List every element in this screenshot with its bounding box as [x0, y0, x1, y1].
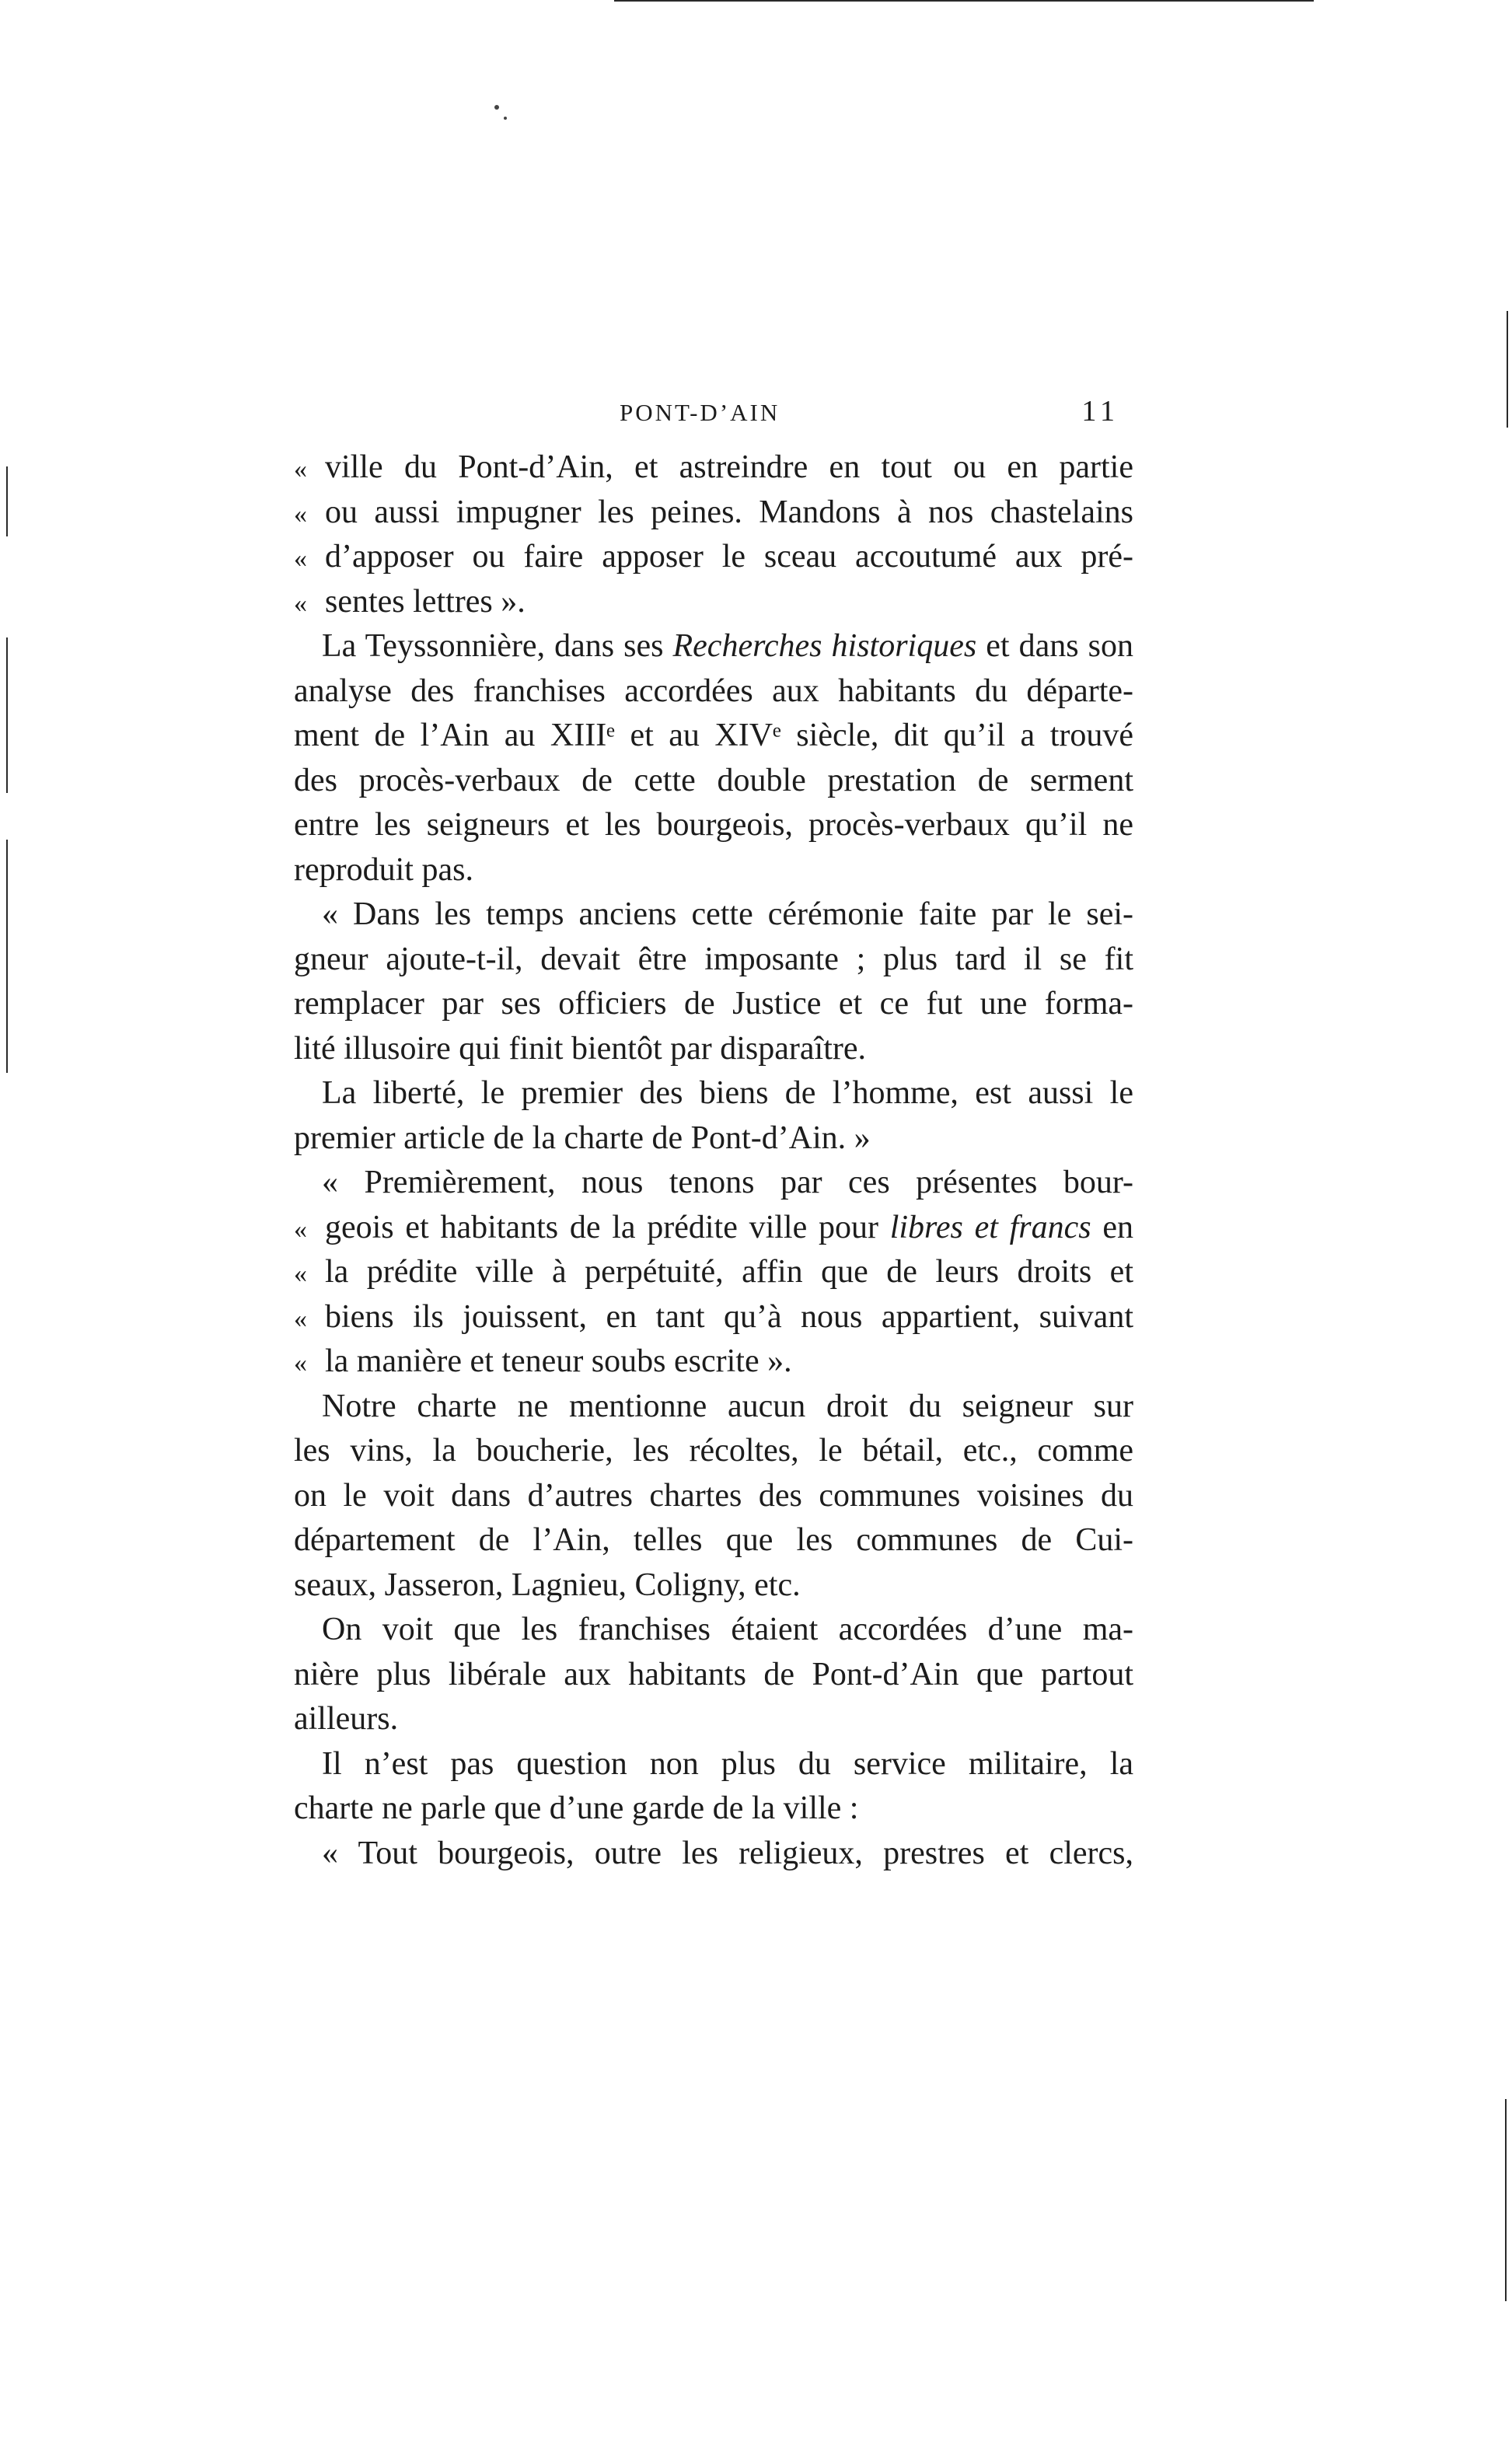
italic-phrase: libres et francs: [889, 1209, 1091, 1245]
quote-mark: «: [294, 589, 307, 618]
scan-border-right-lower: [1505, 2099, 1507, 2301]
text-line: remplacer par ses officiers de Justice et ce fut une forma-: [294, 986, 1133, 1022]
text-line: reproduit pas.: [294, 851, 473, 888]
text-line: ailleurs.: [294, 1701, 399, 1737]
text-line: « geois et habitants de la prédite ville pour libres et francs en: [294, 1206, 1133, 1251]
text-line: analyse des franchises accordées aux habitants du départe-: [294, 672, 1133, 709]
text-line: lité illusoire qui finit bientôt par disparaître.: [294, 1030, 866, 1067]
scan-border-left-mid: [6, 637, 8, 793]
paragraph-start: Notre charte ne mentionne aucun droit du seigneur sur: [322, 1388, 1133, 1424]
paragraph-start: On voit que les franchises étaient accordées d’une ma-: [322, 1612, 1133, 1647]
paragraph-start: « Dans les temps anciens cette cérémonie faite par le sei-: [322, 896, 1133, 932]
page-body: [294, 445, 1133, 1876]
text-line: « sentes lettres ».: [294, 580, 1133, 625]
ink-speck: [494, 105, 499, 110]
scan-border-left-mid2: [6, 840, 8, 1073]
quote-mark: «: [294, 1259, 307, 1288]
text-line: seaux, Jasseron, Lagnieu, Coligny, etc.: [294, 1567, 801, 1603]
text-line: gneur ajoute-t-il, devait être imposante ; plus tard il se fit: [294, 941, 1133, 977]
quote-mark: «: [294, 1304, 307, 1333]
page-number: 11: [1081, 395, 1119, 428]
text-line: « d’apposer ou faire apposer le sceau accoutumé aux pré-: [294, 535, 1133, 580]
quote-mark: «: [294, 1349, 307, 1378]
quote-mark: «: [294, 499, 307, 529]
quote-mark: «: [294, 544, 307, 573]
running-header: [289, 393, 1129, 431]
paragraph-start: La liberté, le premier des biens de l’homme, est aussi le: [322, 1075, 1133, 1111]
text-line: premier article de la charte de Pont-d’Ain. »: [294, 1119, 871, 1156]
scan-border-top: [614, 0, 1314, 2]
text-line: « ou aussi impugner les peines. Mandons à nos chastelains: [294, 491, 1133, 536]
text-line: « ville du Pont-d’Ain, et astreindre en tout ou en partie: [294, 445, 1133, 491]
text-line: charte ne parle que d’une garde de la ville :: [294, 1790, 859, 1826]
text-line: on le voit dans d’autres chartes des communes voisines du: [294, 1477, 1133, 1514]
quote-mark: «: [294, 455, 307, 484]
text-line: « la prédite ville à perpétuité, affin que de leurs droits et: [294, 1250, 1133, 1295]
text-line: les vins, la boucherie, les récoltes, le bétail, etc., comme: [294, 1433, 1133, 1469]
text-line: nière plus libérale aux habitants de Pont-d’Ain que partout: [294, 1656, 1133, 1692]
italic-title: Recherches historiques: [672, 628, 977, 664]
paragraph-start: La Teyssonnière, dans ses Recherches historiques et dans son: [322, 628, 1133, 664]
paragraph-start: Il n’est pas question non plus du service militaire, la: [322, 1745, 1133, 1782]
text-line: département de l’Ain, telles que les communes de Cui-: [294, 1522, 1133, 1558]
scan-border-left: [6, 466, 8, 536]
paragraph-start: « Tout bourgeois, outre les religieux, prestres et clercs,: [322, 1835, 1133, 1871]
text-line: « biens ils jouissent, en tant qu’à nous appartient, suivant: [294, 1295, 1133, 1340]
ink-speck: [504, 117, 507, 120]
text-line: des procès-verbaux de cette double prestation de serment: [294, 762, 1133, 798]
paragraph-start: « Premièrement, nous tenons par ces présentes bour-: [322, 1165, 1133, 1200]
text-line: entre les seigneurs et les bourgeois, procès-verbaux qu’il ne: [294, 807, 1133, 843]
quote-mark: «: [294, 1214, 307, 1244]
header-title: PONT-D’AIN: [620, 399, 780, 426]
scan-border-right: [1507, 311, 1508, 428]
text-line: « la manière et teneur soubs escrite ».: [294, 1340, 1133, 1385]
text-line: ment de l’Ain au XIIIᵉ et au XIVᵉ siècle, dit qu’il a trouvé: [294, 718, 1133, 753]
